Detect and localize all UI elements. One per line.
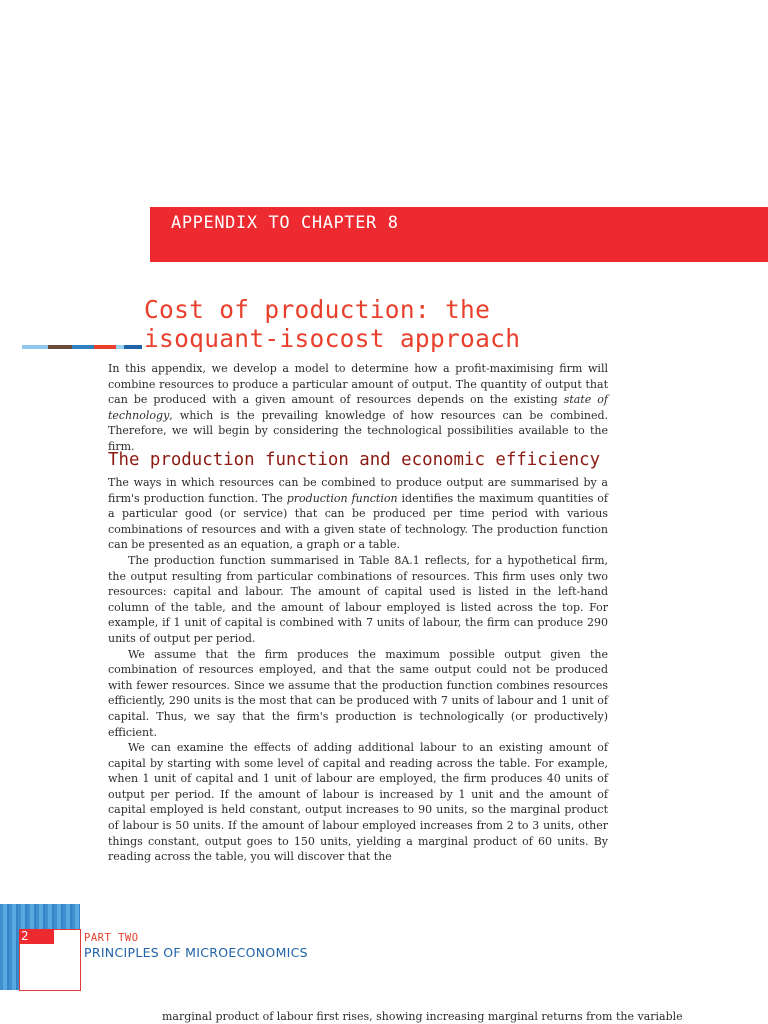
chapter-banner [150,207,768,262]
section-heading: The production function and economic efficiency [108,450,601,470]
section-body [108,475,608,865]
title-line-1: Cost of production: the [144,295,491,324]
intro-text-1: In this appendix, we develop a model to determine how a profit-maximising firm will combine resources to produce a particular amount of output. The quantity of output that can be produced with a given amount of resources depends on the existing [108,362,608,407]
page-number[interactable]: 2 [21,929,29,943]
decorative-color-rule [0,345,142,349]
paragraph-2: The production function summarised in Table 8A.1 reflects, for a hypothetical firm, the output resulting from particular combinations of resources. This firm uses only two resources: capital and labour. The amount of capital used is listed in the left-hand column of the table, and the amount of labour employed is listed across the top. For example, if 1 unit of capital is combined with 7 units of labour, the firm can produce 290 units of output per period. [108,553,608,645]
intro-paragraph [108,361,608,455]
deco-segment-7 [124,345,142,349]
title-line-2: isoquant-isocost approach [144,324,521,353]
deco-segment-1 [0,345,22,349]
p1-text-1: The ways in which resources can be combined to produce output are summarised by a firm's production function. The [108,476,608,505]
part-label: PART TWO [84,932,139,944]
appendix-title [144,295,664,353]
part-title: PRINCIPLES OF MICROECONOMICS [84,945,308,960]
intro-text-2: , which is the prevailing knowledge of how resources can be combined. Therefore, we will begin by considering the technological possibilities available to the firm. [108,408,608,453]
deco-segment-6 [116,345,124,349]
p1-text-2: identifies the maximum quantities of a particular good (or service) that can be produced per time period with various combinations of resources and with a given state of technology. The production function can be presented as an equation, a graph or a table. [108,491,608,552]
next-page-text: marginal product of labour first rises, showing increasing marginal returns from the variable [162,1010,683,1023]
banner-text: APPENDIX TO CHAPTER 8 [171,213,399,233]
deco-segment-2 [22,345,48,349]
deco-segment-5 [94,345,116,349]
paragraph-4: We can examine the effects of adding additional labour to an existing amount of capital by starting with some level of capital and reading across the table. For example, when 1 unit of capital and 1 unit of labour are employed, the firm produces 40 units of output per period. If the amount of labour is increased by 1 unit and the amount of capital employed is held constant, output increases to 90 units, so the marginal product of labour is 50 units. If the amount of labour employed increases from 2 to 3 units, other things constant, output goes to 150 units, yielding a marginal product of 60 units. By reading across the table, you will discover that the [108,741,608,864]
paragraph-3: We assume that the firm produces the maximum possible output given the combination of resources employed, and that the same output could not be produced with fewer resources. Since we assume that the production function combines resources efficiently, 290 units is the most that can be produced with 7 units of labour and 1 unit of capital. Thus, we say that the firm's production is technologically (or productively) efficient. [108,647,608,739]
paragraph-1 [108,475,608,553]
p1-emphasis: production function [286,491,398,505]
deco-segment-4 [72,345,94,349]
deco-segment-3 [48,345,72,349]
intro-emphasis: state of technology [108,393,608,422]
